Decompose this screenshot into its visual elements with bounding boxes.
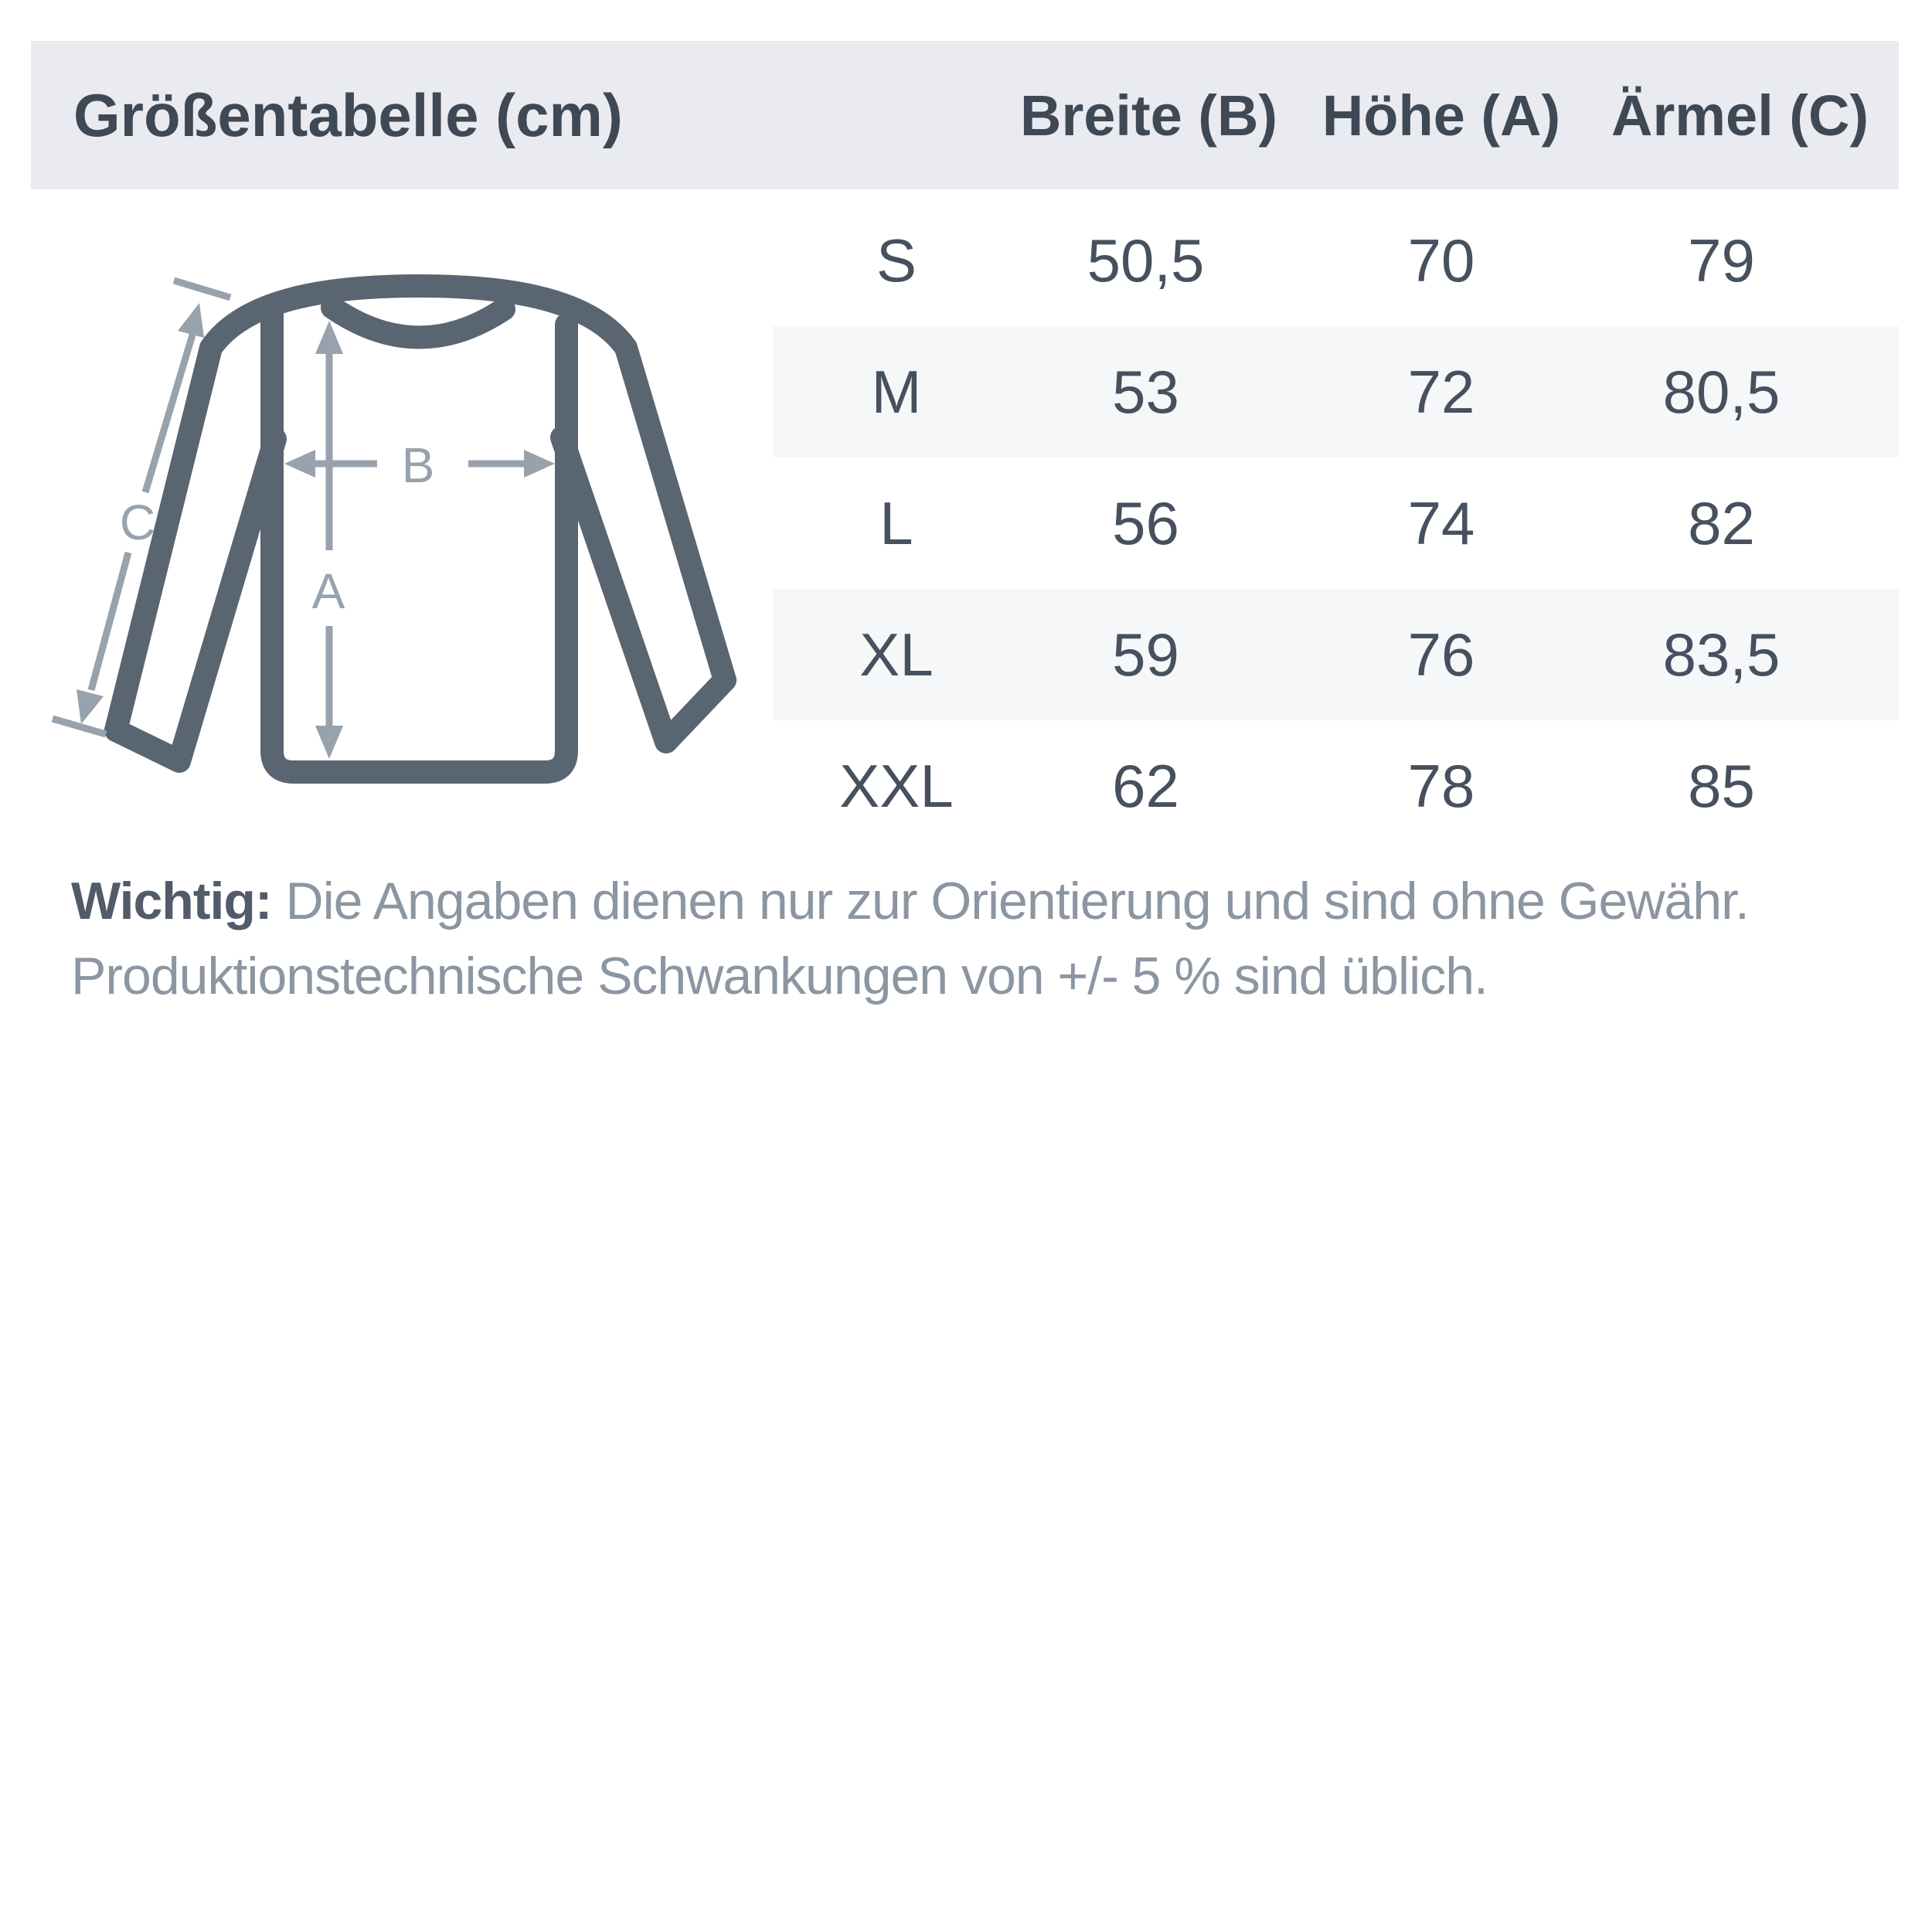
- height-label-a: A: [311, 563, 345, 619]
- table-row-s: [773, 195, 1899, 326]
- disclaimer-line-1-text: Die Angaben dienen nur zur Orientierung und sind ohne Gewähr.: [271, 872, 1749, 930]
- column-header-breite: Breite (B): [1020, 83, 1278, 148]
- aermel-value: 83,5: [1662, 620, 1781, 689]
- breite-value: 53: [1112, 357, 1179, 426]
- hoehe-value: 74: [1407, 488, 1475, 557]
- size-label: XXL: [839, 751, 954, 820]
- aermel-value: 85: [1688, 751, 1755, 820]
- column-header-hoehe: Höhe (A): [1321, 83, 1561, 148]
- shirt-measurement-diagram: [31, 270, 804, 811]
- width-label-b: B: [401, 437, 435, 493]
- disclaimer-bold-prefix: Wichtig:: [71, 872, 272, 930]
- page-title: Größentabelle (cm): [73, 80, 623, 149]
- hoehe-value: 72: [1407, 357, 1475, 426]
- size-chart-header: [31, 41, 1899, 189]
- breite-value: 59: [1112, 620, 1179, 689]
- breite-value: 56: [1112, 488, 1179, 557]
- aermel-value: 79: [1688, 226, 1755, 294]
- table-row-xxl: [773, 720, 1899, 852]
- hoehe-value: 78: [1407, 751, 1475, 820]
- size-label: L: [879, 488, 913, 557]
- table-row-xl: [773, 589, 1899, 720]
- hoehe-value: 76: [1407, 620, 1475, 689]
- disclaimer-note: [71, 864, 1910, 1014]
- breite-value: 62: [1112, 751, 1179, 820]
- sleeve-label-c: C: [119, 495, 156, 550]
- hoehe-value: 70: [1407, 226, 1475, 294]
- column-header-aermel: Ärmel (C): [1611, 83, 1869, 148]
- table-row-l: [773, 457, 1899, 589]
- disclaimer-line-1: [71, 864, 1910, 939]
- size-label: S: [876, 226, 917, 294]
- aermel-value: 80,5: [1662, 357, 1781, 426]
- size-table: [773, 195, 1899, 852]
- aermel-value: 82: [1688, 488, 1755, 557]
- disclaimer-line-2: Produktionstechnische Schwankungen von +/- 5 % sind üblich.: [71, 947, 1488, 1005]
- height-arrow-a: [315, 321, 343, 759]
- size-label: XL: [859, 620, 934, 689]
- size-label: M: [871, 357, 922, 426]
- breite-value: 50,5: [1087, 226, 1205, 294]
- shirt-outline-icon: [116, 286, 725, 772]
- table-row-m: [773, 326, 1899, 457]
